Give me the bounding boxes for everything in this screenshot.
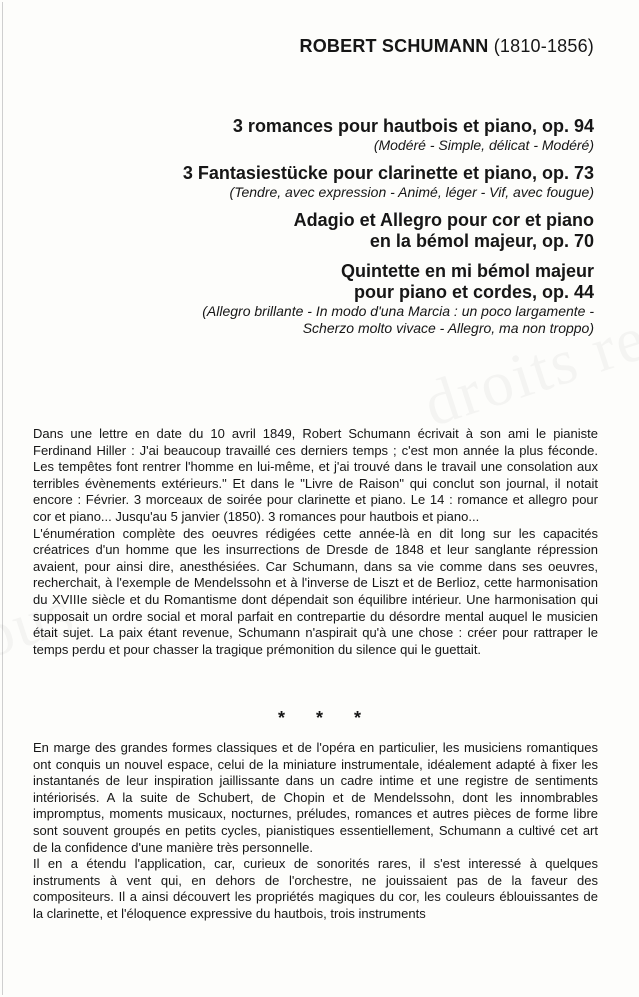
body-paragraph: Dans une lettre en date du 10 avril 1849, Robert Schumann écrivait à son ami le pianiste Ferdinand Hiller : J'ai beaucoup travaillé ces derniers temps ; c'est mon année la plus féconde. Les tempêtes font rentrer l'homme en lui-même, et j'ai trouvé dans le travail une consolation aux terribles évènements extérieurs." Et dans le "Livre de Raison" qui conclut son journal, il notait encore : Février. 3 morceaux de soirée pour clarinette et piano. Le 14 : romance et allegro pour cor et piano... Jusqu'au 5 janvier (1850). 3 romances pour hautbois et piano... [33,426,598,524]
work-movements: (Modéré - Simple, délicat - Modéré) [373,137,594,153]
section-separator: * * * [277,708,362,728]
work-movements: (Tendre, avec expression - Animé, léger - Vif, avec fougue) [229,184,594,200]
work-title: en la bémol majeur, op. 70 [369,231,594,251]
work-title: 3 Fantasiestücke pour clarinette et piano, op. 73 [182,163,594,183]
work-item [74,210,594,252]
work-movements: Scherzo molto vivace - Allegro, ma non troppo) [302,320,594,336]
work-item [74,116,594,154]
work-movements: (Allegro brillante - In modo d'una Marcia : un poco largamente - [202,303,594,319]
composer-dates: (1810-1856) [493,36,594,56]
work-item [74,261,594,337]
body-paragraph: Il en a étendu l'application, car, curieux de sonorités rares, il s'est interessé à quelques instruments à vent qui, en dehors de l'orchestre, ne jouissaient pas de la faveur des compositeurs. Il a ainsi découvert les propriétés magiques du cor, les couleurs éblouissantes de la clarinette, et l'éloquence expressive du hautbois, trois instruments [33,856,598,921]
body-paragraph: En marge des grandes formes classiques et de l'opéra en particulier, les musiciens romantiques ont conquis un nouvel espace, celui de la miniature instrumentale, idéalement adapté à fixer les instantanés de leur inspiration jaillissante dans un cadre intime et une registre de sentiments intériorisés. A la suite de Schubert, de Chopin et de Mendelssohn, dont les innombrables impromptus, moments musicaux, nocturnes, préludes, romances et autres pièces de forme libre sont souvent groupés en petits cycles, pianistiques essentiellement, Schumann a cultivé cet art de la confidence d'une manière très personnelle. [33,740,598,855]
body-paragraph: L'énumération complète des oeuvres rédigées cette année-là en dit long sur les capacités créatrices d'un homme que les insurrections de Dresde de 1848 et leur sanglante répression avaient, pour ainsi dire, anesthésiées. Car Schumann, dans sa vie comme dans ses oeuvres, recherchait, à l'exemple de Mendelssohn et à l'inverse de Liszt et de Berlioz, cette harmonisation du XVIIIe siècle et du Romantisme dont dépendait son équilibre intérieur. Une harmonisation qui supposait un ordre social et moral parfait en contrepartie du désordre mental auquel le musicien était sujet. La paix étant revenue, Schumann n'aspirait qu'à une chose : créer pour rattraper le temps perdu et pour chasser la tragique prémonition du silence qui le guettait. [33,525,598,657]
works-list [74,116,594,346]
composer-heading [300,36,594,57]
work-title: Quintette en mi bémol majeur [340,261,594,281]
work-title: 3 romances pour hautbois et piano, op. 94 [232,116,594,136]
second-section [33,740,598,923]
work-title: Adagio et Allegro pour cor et piano [293,210,594,230]
work-title: pour piano et cordes, op. 44 [353,282,594,302]
intro-section [33,426,598,658]
work-item [74,163,594,201]
composer-name: ROBERT SCHUMANN [299,36,489,56]
